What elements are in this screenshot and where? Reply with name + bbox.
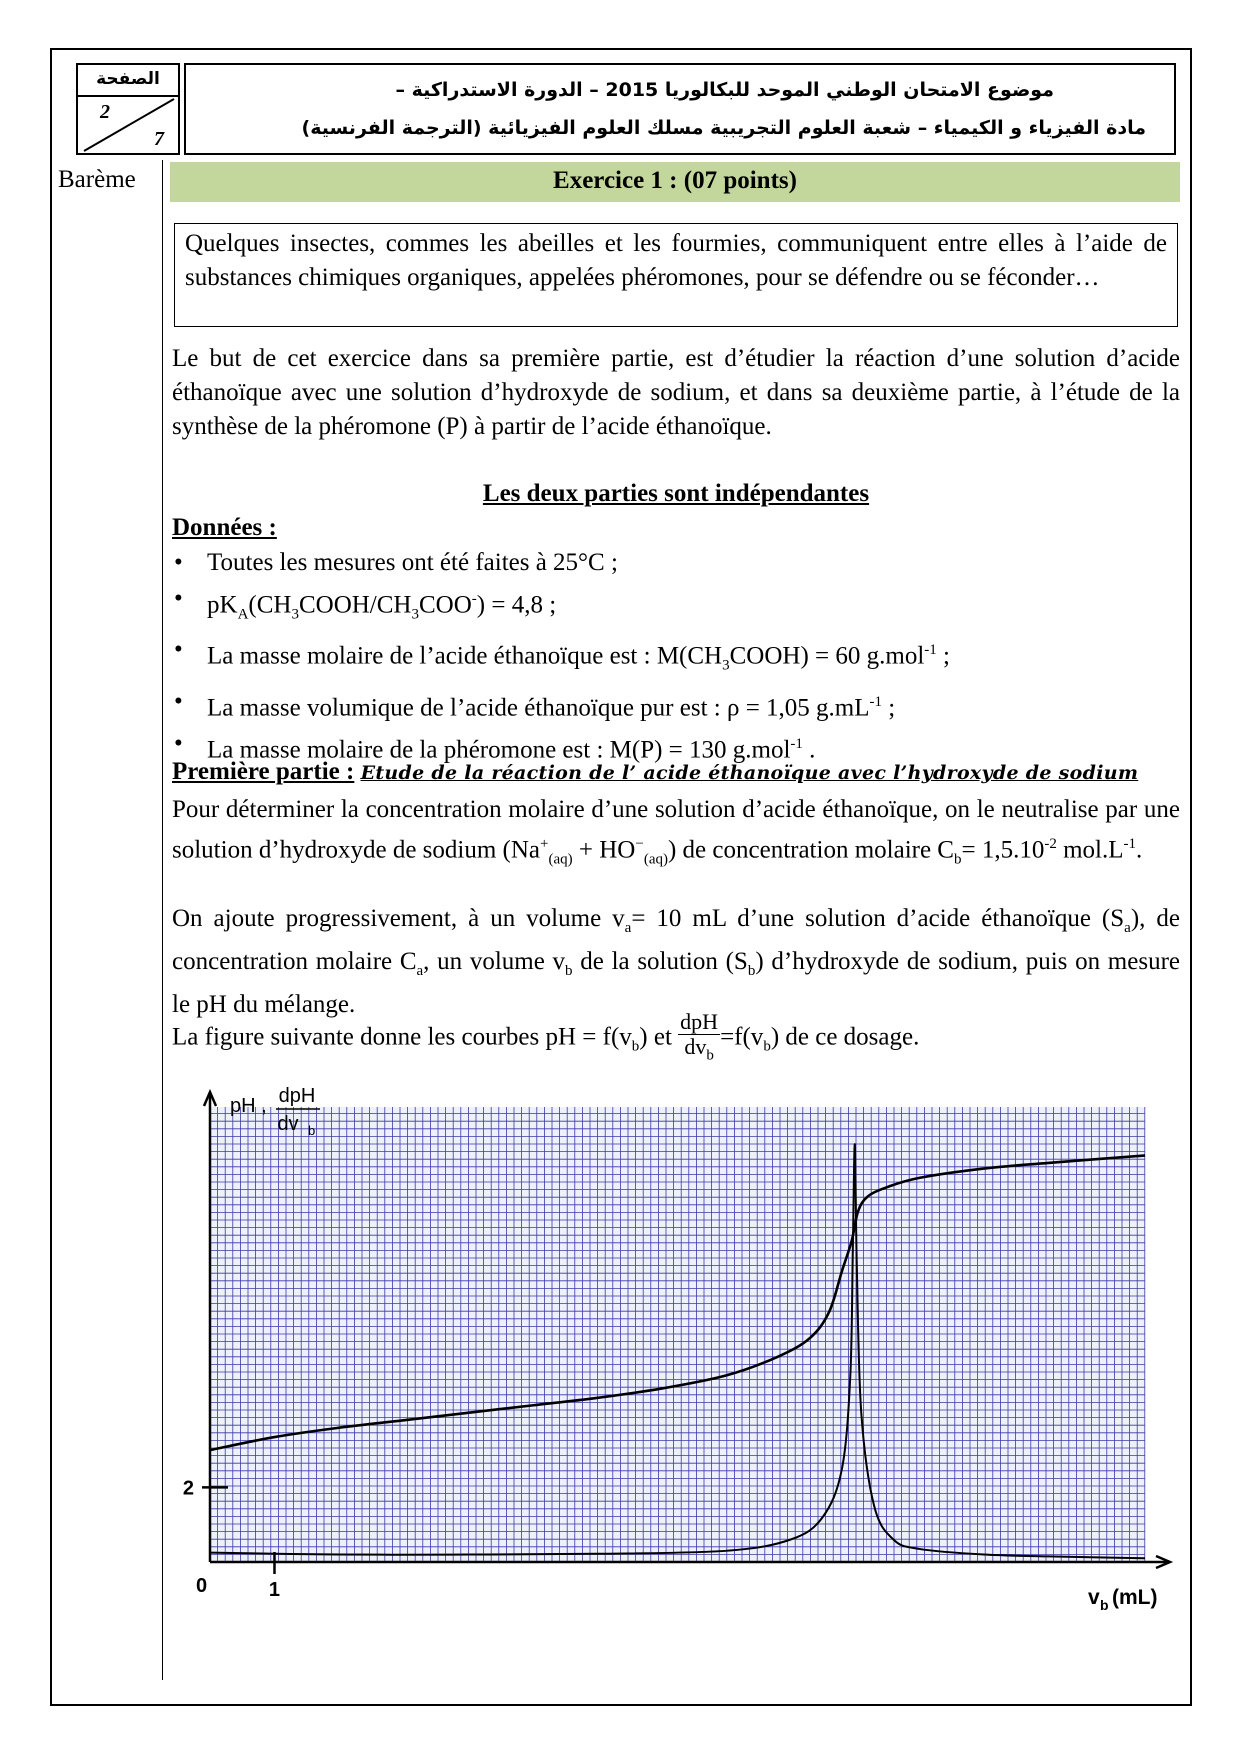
y-axis-label: pH , bbox=[230, 1095, 267, 1117]
donnees-title: Données : bbox=[172, 514, 277, 541]
intro-box: Quelques insectes, commes les abeilles et les fourmies, communiquent entre elles à l’aide de substances chimiques organiques, appelées phéromones, pour se défendre ou se féconder… bbox=[174, 223, 1178, 327]
bareme-label: Barème bbox=[58, 166, 136, 193]
goal-paragraph: Le but de cet exercice dans sa première partie, est d’étudier la réaction d’une solution d’acide éthanoïque avec une solution d’hydroxyde de sodium, et dans sa deuxième partie, à l’étude de la synthèse de la phéromone (P) à partir de l’acide éthanoïque. bbox=[172, 345, 1180, 440]
donnees-list bbox=[172, 545, 950, 768]
x-axis-label-unit: (mL) bbox=[1112, 1586, 1158, 1609]
chart-grid bbox=[210, 1107, 1145, 1562]
x-tick-label-1: 1 bbox=[268, 1579, 281, 1601]
y-axis-frac-den: dv bbox=[277, 1113, 299, 1135]
page-number-box bbox=[76, 63, 180, 155]
list-item: • $pK_A(CH_3COOH/CH_3COO^-) = 4,8$ ; bbox=[172, 581, 950, 632]
part1-heading bbox=[172, 758, 1138, 786]
list-item: • La masse molaire de la phéromone est : M(P) = 130 g.mol$^{-1}$ . bbox=[172, 726, 950, 768]
part1-subtitle: Etude de la réaction de l’ acide éthanoïque avec l’hydroxyde de sodium bbox=[360, 762, 1139, 784]
exam-title-box bbox=[184, 63, 1176, 155]
x-tick-label-0: 0 bbox=[196, 1575, 208, 1597]
exam-title-line1: موضوع الامتحان الوطني الموحد للبكالوريا 2015 – الدورة الاستدراكية – bbox=[395, 79, 1054, 101]
bareme-divider bbox=[162, 160, 163, 1680]
part1-title: Première partie : bbox=[172, 758, 355, 785]
exercise-title: Exercice 1 : (07 points) bbox=[170, 162, 1180, 202]
page-label: الصفحة bbox=[78, 65, 178, 97]
dph-dvb-fraction: $\frac{\text{dpH}}{dv_b}$ bbox=[680, 1009, 719, 1064]
part1-paragraph1: Pour déterminer la concentration molaire d’une solution d’acide éthanoïque, on le neutralise par une solution d’hydroxyde de sodium $(Na^+_{(aq)} + HO^-_{(aq)})$ de concentration molaire $C_b= 1,5.10^{-2}$ $mol.L^{-1}$. bbox=[172, 796, 1180, 868]
titration-chart bbox=[180, 1082, 1180, 1632]
list-item: • La masse volumique de l’acide éthanoïque pur est : ρ = 1,05 $g.mL^{-1}$ ; bbox=[172, 684, 950, 726]
list-item: • Toutes les mesures ont été faites à 25°C ; bbox=[172, 545, 950, 581]
independent-note: Les deux parties sont indépendantes bbox=[482, 480, 870, 507]
x-axis-label-sub: b bbox=[1100, 1597, 1109, 1613]
y-tick-label-2: 2 bbox=[182, 1477, 194, 1500]
x-axis-label bbox=[1088, 1586, 1158, 1613]
part1-paragraph2: On ajoute progressivement, à un volume $v_a= 10$ mL d’une solution d’acide éthanoïque $(S_a)$, de concentration molaire $C_a$, un volume $v_b$ de la solution $(S_b)$ d’hydroxyde de sodium, puis on mesure le pH du mélange. bbox=[172, 905, 1180, 1018]
x-axis-label-main: v bbox=[1088, 1586, 1100, 1609]
list-item: • La masse molaire de l’acide éthanoïque est : $M(CH_3COOH) = 60$ g.mol$^{-1}$ ; bbox=[172, 632, 950, 683]
y-axis-frac-den-sub: b bbox=[308, 1123, 316, 1138]
part1-paragraph3: La figure suivante donne les courbes pH = $f(v_b)$ et $\frac{\text{dpH}}{dv_b}$ $=f(v_b)$ de ce dosage. bbox=[172, 1010, 1180, 1068]
page-total: 7 bbox=[154, 128, 164, 150]
page-number: 2 bbox=[100, 101, 110, 123]
exam-title-line2: مادة الفيزياء و الكيمياء – شعبة العلوم التجريبية مسلك العلوم الفيزيائية (الترجمة الفرنسية) bbox=[301, 117, 1146, 139]
y-axis-frac-num: dpH bbox=[278, 1085, 316, 1107]
